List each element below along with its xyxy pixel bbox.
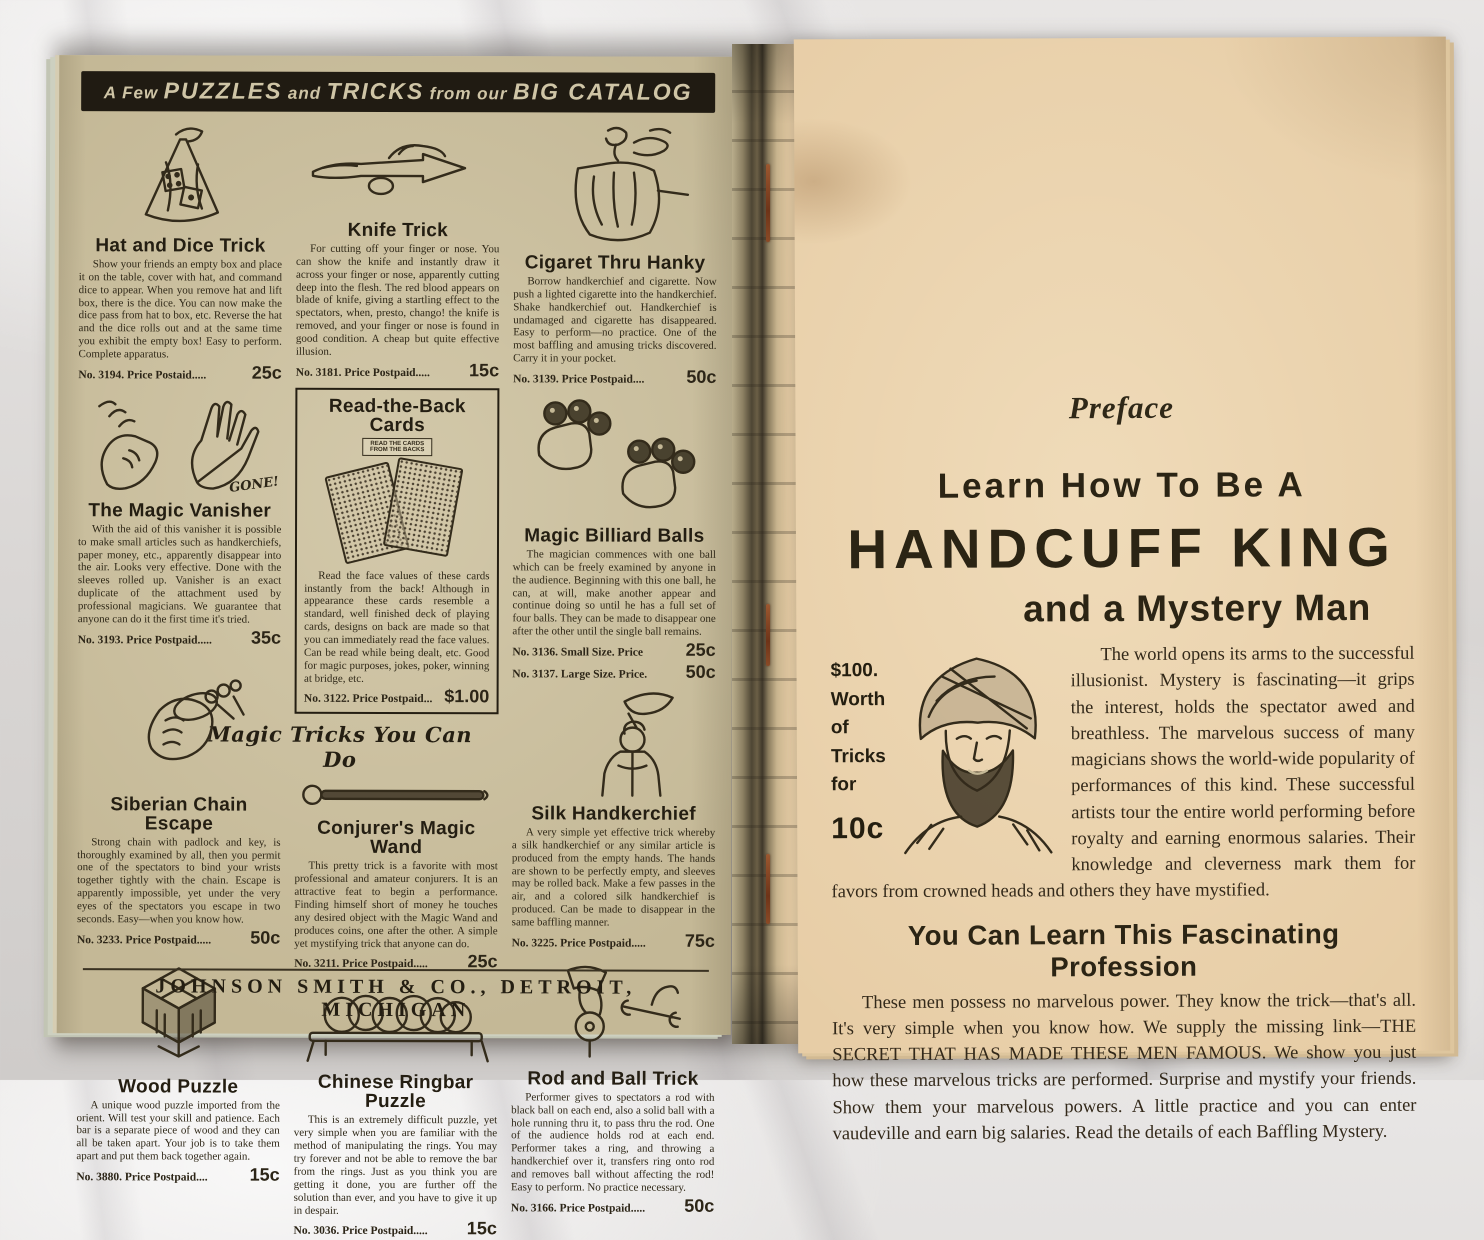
preface-paragraph-1: The world opens its arms to the successful illusionist. Mystery is fascinating—it grips the interest, holds the spectator awed and breathless. The marvelous success of many magicians shows the world-wide popularity of performances of this kind. These successful artists tour the entire world performing before royalty and earning enormous salaries. Their knowledge and cleverness mark them for favors from crowned heads and others they have mystified.: [831, 643, 1416, 903]
turban-magician-illustration: [890, 642, 1066, 855]
badge-word: for: [830, 774, 857, 796]
read-back-cards-illustration: [312, 438, 482, 566]
order-number: No. 3225. Price Postpaid.....: [511, 937, 646, 950]
trick-conjurers-wand: [294, 774, 498, 973]
trick-order-line: [78, 627, 281, 649]
trick-description: For cutting off your finger or nose. You can show the knife and instantly draw it across your finger or nose, apparently cutting deep into the flesh. The red blood appears on blade of knife, giving a startling effect to the spectators, when, presto, chango! the knife is removed, and your finger or nose is found in good condition. A cheap but quite effective illusion.: [295, 242, 500, 358]
badge-word: $100.: [830, 660, 879, 682]
trick-billiard-balls: [512, 395, 716, 683]
trick-knife: [296, 122, 500, 381]
catalog-header-banner: [81, 71, 715, 113]
order-number: No. 3139. Price Postpaid....: [513, 373, 645, 386]
trick-description: Read the face values of these cards instantly from the back! Although in appearance these cards resemble a standard, well finished deck of playing cards, designs on back are made so that you can immediately read the face values. Can be read while being dealt, etc. Good for magic purposes, jokes, poker, winning at bridge, etc.: [303, 569, 490, 685]
header-text: TRICKS: [326, 77, 425, 105]
hat-and-dice-illustration: [79, 121, 283, 234]
price: 50c: [686, 366, 717, 387]
heading-learn-how: Learn How To Be A: [937, 465, 1306, 506]
trick-order-line: [296, 359, 499, 381]
header-text: from our: [429, 84, 508, 104]
trick-title: Wood Puzzle: [118, 1076, 239, 1098]
trick-order-line: [511, 1195, 714, 1217]
order-number: No. 3122. Price Postpaid...: [303, 693, 433, 706]
order-number: No. 3193. Price Postpaid.....: [77, 633, 212, 647]
preface-body: [830, 641, 1415, 906]
price: $1.00: [444, 686, 490, 707]
header-text: and: [287, 83, 322, 103]
trick-order-line: [304, 686, 489, 707]
silk-handkerchief-illustration: [512, 689, 716, 802]
cigaret-hanky-illustration: [513, 122, 717, 251]
order-number: No. 3233. Price Postpaid.....: [76, 933, 212, 947]
price-badge: [830, 643, 891, 855]
trick-order-line: [513, 366, 716, 388]
header-text: A Few: [103, 83, 159, 103]
heading-mystery-man: and a Mystery Man: [1023, 586, 1372, 630]
billiard-balls-illustration: [513, 395, 717, 524]
trick-siberian-chain: [77, 674, 281, 949]
trick-title: Silk Handkerchief: [531, 803, 696, 825]
trick-description: This pretty trick is a favorite with most professional and amateur conjurers. It is an attractive feat to begin a performance. Finding himself short of money he touches any desired object with the Magic Wand and produces coins, one after the other. A simple yet mystifying trick that anyone can do.: [294, 860, 498, 950]
trick-title: Siberian Chain Escape: [110, 794, 248, 835]
trick-order-line: [512, 639, 715, 661]
staple-icon: [766, 604, 770, 666]
chain-fist-illustration: [77, 674, 281, 793]
price: 25c: [467, 951, 498, 972]
trick-title: Chinese Ringbar Puzzle: [317, 1072, 474, 1113]
trick-order-line: [294, 1218, 497, 1240]
trick-description: Show your friends an empty box and place it on the table, cover with hat, and command dice to appear. When you remove hat and lift box, there is the dice. You can now make the dice pass from hat to box, etc. Reverse the hat and the dice rolls out and at the same time you exhibit the empty box! Easy to perform. Complete apparatus.: [78, 258, 283, 361]
price: 35c: [251, 627, 282, 648]
price: 25c: [685, 639, 716, 660]
price: 50c: [250, 927, 281, 948]
order-number: No. 3137. Large Size. Price.: [512, 668, 648, 681]
order-number: No. 3166. Price Postpaid.....: [510, 1202, 646, 1215]
header-text: PUZZLES: [163, 77, 283, 104]
trick-title: Conjurer's Magic Wand: [317, 818, 476, 859]
catalog-columns: [76, 121, 717, 1239]
preface-page: [794, 37, 1450, 1145]
badge-word: Worth: [830, 688, 886, 710]
trick-description: The magician commences with one ball which can be freely examined by anyone in the audience. Beginning with this one ball, he can, at will, make another appear and continue doing so until he has a full set of four balls. They can be made to disappear one after the other until the single ball remains.: [512, 548, 716, 638]
book-spine: [732, 44, 798, 1044]
trick-title: Magic Billiard Balls: [524, 525, 705, 547]
trick-description: Borrow handkerchief and cigarette. Now push a lighted cigarette into the handkerchief. Shake handkerchief out. Handkerchief is undamaged and cigarette has disappeared. Easy to perform—no practice. One of the most baffling and amusing tricks discovered. Carry it in your pocket.: [513, 275, 717, 365]
trick-title: Rod and Ball Trick: [527, 1068, 699, 1090]
gone-text: GONE!: [228, 474, 281, 496]
price: 50c: [685, 661, 716, 682]
preface-title: Preface: [1068, 389, 1175, 426]
catalog-column-3: [510, 122, 717, 1216]
subheading-learn-profession: You Can Learn This Fascinating Profession: [907, 917, 1340, 982]
price-figure: [830, 642, 1071, 855]
knife-illustration: [296, 122, 500, 219]
order-number: No. 3194. Price Postaid.....: [78, 369, 207, 382]
order-number: No. 3181. Price Postpaid.....: [295, 366, 430, 379]
preface-paragraph-2: These men possess no marvelous power. They know the trick—that's all. It's very simple when you know how. We supply the missing link—THE SECRET THAT HAS MADE THESE MEN FAMOUS. We show you just how these marvelous tricks are performed. Surprise and mystify your friends. Show them your marvelous powers. A little practice and you can enter vaudeville and earn big salaries. Read the details of each Baffling Mystery.: [832, 990, 1417, 1145]
card-sign-text: READ THE CARDS FROM THE BACKS: [362, 438, 432, 456]
playing-card: [383, 457, 464, 557]
trick-order-line: [76, 1164, 279, 1186]
vanisher-hands-illustration: [78, 390, 282, 499]
heading-handcuff-king: HANDCUFF KING: [847, 515, 1397, 581]
badge-word: of: [830, 717, 849, 739]
order-number: No. 3136. Small Size. Price: [512, 646, 644, 659]
order-number: No. 3211. Price Postpaid.....: [294, 958, 428, 971]
trick-title: The Magic Vanisher: [88, 500, 272, 522]
trick-hat-and-dice: [78, 121, 282, 383]
staple-icon: [766, 854, 770, 924]
trick-description: Performer gives to spectators a rod with black ball on each end, also a solid ball with a hole running thru it, to pass thru the rod. One of the audience holds rod at each end. Performer takes a ring, and throwing a handkerchief over it, transfers ring onto rod and removes ball without affecting the rod! Easy to perform. No practice necessary.: [510, 1091, 715, 1194]
section-header: Magic Tricks You Can Do: [207, 721, 473, 773]
publisher-footer: JOHNSON SMITH & CO., DETROIT, MICHIGAN: [83, 968, 709, 1023]
price: 75c: [684, 930, 715, 951]
trick-title: Cigaret Thru Hanky: [524, 252, 706, 274]
trick-description: Strong chain with padlock and key, is thoroughly examined by all, then you permit one of the spectators to bind your wrists together tightly with the chain. Escape is apparently impossible, yet under the very eyes of the spectators you escape in two seconds. Easy—when you know how.: [77, 835, 281, 926]
price: 25c: [251, 362, 282, 383]
price: 15c: [466, 1218, 497, 1239]
trick-title: Read-the-Back Cards: [328, 395, 466, 436]
trick-description: A unique wood puzzle imported from the orient. Will test your skill and patience. Each bar is a separate piece of wood and they can all be taken apart. Your job is to take them apart and put them back together again.: [76, 1098, 280, 1163]
trick-order-line: [77, 927, 280, 949]
trick-description: This is an extremely difficult puzzle, yet very simple when you are familiar with the method of manipulating the rings. You may try forever and not be able to remove the bar from the rings. Just as you think you are getting it done, you are further off the solution than ever, and you have to give it up in despair.: [293, 1114, 498, 1217]
catalog-column-1: [76, 121, 283, 1185]
staple-icon: [766, 164, 770, 242]
price: 15c: [249, 1164, 280, 1185]
price: 15c: [469, 359, 500, 381]
trick-title: Knife Trick: [347, 219, 449, 242]
trick-order-line: [512, 661, 715, 683]
trick-title: Hat and Dice Trick: [95, 235, 266, 257]
badge-word: Tricks: [830, 745, 886, 767]
order-number: No. 3036. Price Postpaid.....: [293, 1225, 428, 1238]
trick-cigaret-hanky: [513, 122, 717, 388]
trick-description: A very simple yet effective trick whereby a silk handkerchief or any similar article is produced from the empty hands. The hands are shown to be perfectly empty, and sleeves may be rolled back. Make a few passes in the air, and a colored silk handkerchief is produced. Can be made to disappear in the same baffling manner.: [511, 826, 716, 929]
trick-description: With the aid of this vanisher it is possible to make small articles such as handkerchiefs, paper money, etc., apparently disappear into the air. Looks very effective. Done with the sleeves rolled up. Vanisher is an exact duplicate of the attachment used by professional magicians. We guarantee that anyone can do it the first time it's tried.: [77, 523, 282, 626]
price: 50c: [684, 1195, 715, 1216]
catalog-page: [57, 55, 734, 1239]
trick-order-line: [78, 362, 281, 384]
order-number: No. 3880. Price Postpaid....: [76, 1171, 208, 1184]
magic-wand-illustration: [295, 774, 498, 817]
header-text: BIG CATALOG: [512, 78, 693, 105]
trick-order-line: [512, 930, 715, 952]
trick-read-back-cards: [295, 387, 499, 714]
badge-word: 10c: [831, 811, 885, 845]
trick-silk-handkerchief: [512, 689, 716, 951]
trick-magic-vanisher: [78, 390, 282, 648]
booklet-photo: [48, 26, 1448, 1239]
